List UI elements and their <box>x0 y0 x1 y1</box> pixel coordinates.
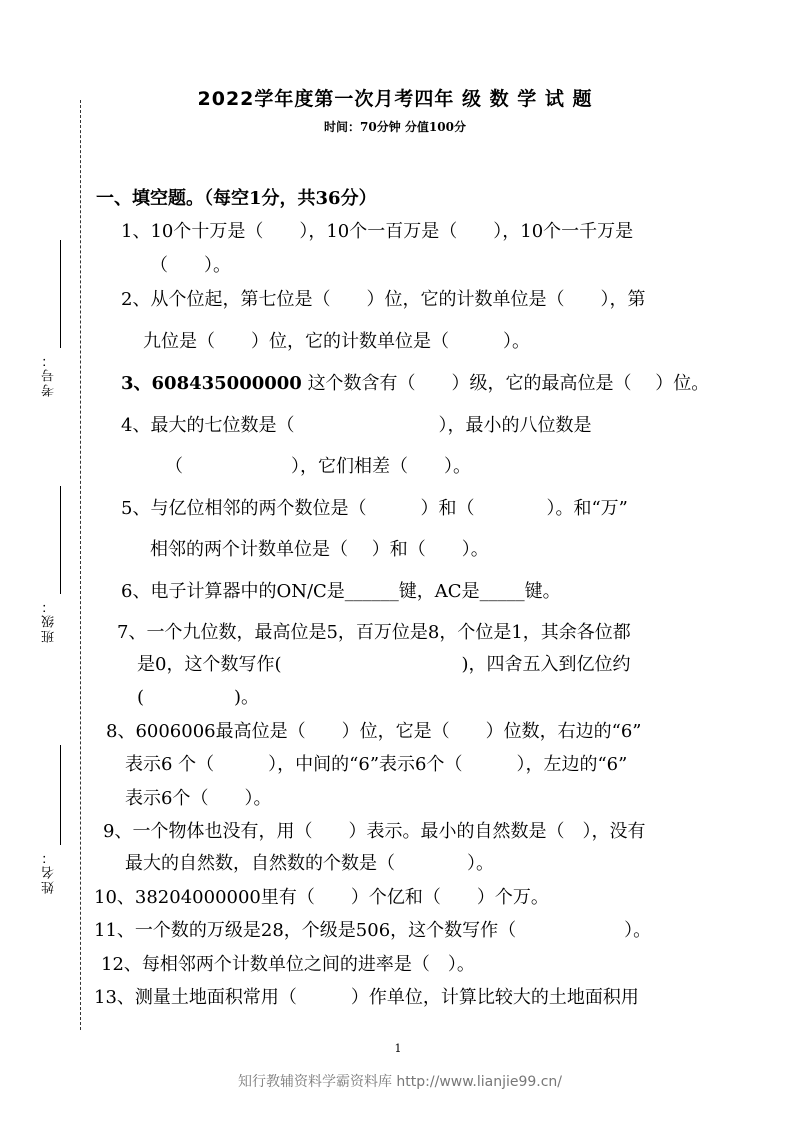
question-1-line-2: （ ）。 <box>150 255 231 276</box>
question-3-number: 3、608435000000 <box>121 373 302 394</box>
exam-no-line <box>60 240 61 348</box>
class-line <box>60 486 61 594</box>
question-2-line-2: 九位是（ ）位，它的计数单位是（ ）。 <box>143 331 530 352</box>
question-13: 13、测量土地面积常用（ ）作单位，计算比较大的土地面积用 <box>94 987 639 1008</box>
name-label: 姓名： <box>42 849 57 894</box>
question-7-line-2: 是0，这个数写作( )，四舍五入到亿位约 <box>137 654 631 675</box>
question-3-text: 这个数含有（ ）级，它的最高位是（ ）位。 <box>307 373 710 394</box>
question-12: 12、每相邻两个计数单位之间的进率是（ ）。 <box>101 954 475 975</box>
question-9-line-1: 9、一个物体也没有，用（ ）表示。最小的自然数是（ ），没有 <box>103 821 646 842</box>
question-4-line-1: 4、最大的七位数是（ ），最小的八位数是 <box>121 415 592 436</box>
name-line <box>60 745 61 845</box>
question-8-line-2: 表示6 个（ ），中间的“6”表示6个（ ），左边的“6” <box>125 754 628 775</box>
exam-no-label: 考号： <box>42 352 57 397</box>
name-field <box>40 745 70 895</box>
question-7-line-1: 7、一个九位数，最高位是5，百万位是8，个位是1，其余各位都 <box>117 622 631 643</box>
question-5-line-2: 相邻的两个计数单位是（ ）和（ ）。 <box>150 539 489 560</box>
question-10: 10、38204000000里有（ ）个亿和（ ）个万。 <box>94 887 549 908</box>
question-9-line-2: 最大的自然数，自然数的个数是（ ）。 <box>125 853 494 874</box>
question-11: 11、一个数的万级是28，个级是506，这个数写作（ ）。 <box>94 920 652 941</box>
exam-subtitle: 时间：70分钟 分值100分 <box>324 120 466 134</box>
binding-dashed-line <box>80 100 81 1030</box>
class-field <box>40 486 70 646</box>
footer-watermark: 知行教辅资料学霸资料库 http://www.lianjie99.cn/ <box>237 1074 563 1090</box>
question-5-line-1: 5、与亿位相邻的两个数位是（ ）和（ ）。和“万” <box>121 498 628 519</box>
question-1-line-1: 1、10个十万是（ ），10个一百万是（ ），10个一千万是 <box>121 221 634 242</box>
exam-no-field <box>40 240 70 400</box>
question-6: 6、电子计算器中的ON/C是______键，AC是_____键。 <box>121 581 561 602</box>
class-label: 班级： <box>42 598 57 643</box>
question-3 <box>121 372 709 396</box>
question-7-line-3: ( )。 <box>137 687 260 708</box>
exam-title: 2022学年度第一次月考四年 级 数 学 试 题 <box>197 88 593 110</box>
page-number: 1 <box>394 1042 402 1055</box>
question-4-line-2: （ ），它们相差（ ）。 <box>165 456 471 477</box>
section-heading: 一、填空题。（每空1分，共36分） <box>96 188 377 209</box>
question-8-line-1: 8、6006006最高位是（ ）位，它是（ ）位数，右边的“6” <box>106 721 642 742</box>
question-8-line-3: 表示6个（ ）。 <box>125 788 272 809</box>
question-2-line-1: 2、从个位起，第七位是（ ）位，它的计数单位是（ ），第 <box>121 289 646 310</box>
